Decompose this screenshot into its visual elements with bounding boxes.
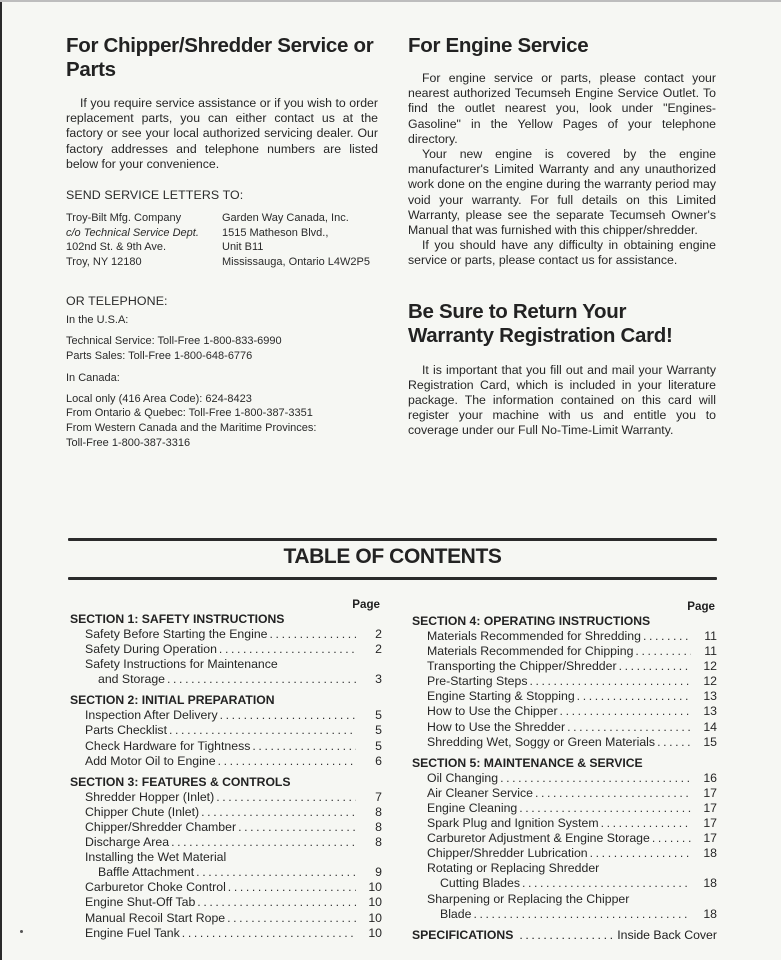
leader-dots (657, 735, 691, 750)
toc-entry-continuation[interactable] (412, 907, 717, 922)
address-line: Mississauga, Ontario L4W2P5 (222, 255, 370, 268)
toc-entry[interactable] (412, 735, 717, 750)
usa-label: In the U.S.A: (66, 314, 129, 327)
leader-dots (567, 720, 691, 735)
toc-section-heading[interactable]: SECTION 1: SAFETY INSTRUCTIONS (70, 612, 285, 626)
toc-entry[interactable] (412, 629, 717, 644)
toc-entry-page: 12 (703, 659, 717, 674)
leader-dots (169, 723, 356, 738)
toc-entry[interactable] (70, 642, 382, 657)
toc-entry-page: 9 (375, 865, 382, 880)
phone-line: From Ontario & Quebec: Toll-Free 1-800-387-3351 (66, 407, 313, 420)
toc-entry-page: 17 (703, 785, 717, 800)
toc-entry-page: 2 (375, 627, 382, 641)
toc-entry[interactable] (412, 720, 717, 735)
toc-entry-label: Sharpening or Replacing the Chipper (427, 891, 630, 906)
leader-dots (577, 689, 691, 704)
page-column-header: Page (352, 598, 380, 611)
leader-dots (252, 739, 356, 754)
toc-entry[interactable] (412, 861, 717, 876)
toc-entry-page: 3 (375, 672, 382, 687)
toc-entry-label: How to Use the Chipper (427, 704, 558, 719)
address-line: 1515 Matheson Blvd., (222, 226, 329, 239)
leader-dots (535, 786, 691, 801)
toc-entry-page: 10 (368, 925, 382, 940)
toc-entry-label: Add Motor Oil to Engine (85, 753, 216, 768)
leader-dots (218, 754, 356, 769)
toc-entry-label: Installing the Wet Material (85, 850, 227, 865)
toc-entry-page: 5 (375, 738, 382, 753)
chipper-service-paragraph: If you require service assistance or if you wish to order replacement parts, you can either contact us at the factory or see your local authorized servicing dealer. Our factory addresses and telephone numbers are listed below for your convenience. (66, 96, 378, 171)
leader-dots (652, 831, 691, 846)
toc-entry-page: 18 (703, 846, 717, 861)
leader-dots (171, 835, 356, 850)
leader-dots (519, 801, 691, 816)
toc-entry-page: 17 (703, 816, 717, 831)
scan-speck (20, 930, 23, 933)
leader-dots (270, 627, 356, 642)
toc-entry-label: Chipper/Shredder Lubrication (427, 846, 588, 861)
toc-entry-continuation[interactable] (70, 672, 382, 687)
toc-entry-label: Carburetor Adjustment & Engine Storage (427, 831, 650, 846)
toc-entry-continuation[interactable] (70, 865, 382, 880)
toc-entry-page: 13 (703, 704, 717, 719)
toc-entry-page: 12 (703, 674, 717, 689)
toc-entry-page: 2 (375, 642, 382, 657)
toc-entry-label: Engine Shut-Off Tab (85, 895, 196, 910)
toc-entry-page: 18 (703, 906, 717, 921)
engine-service-paragraph-2: Your new engine is covered by the engine manufacturer's Limited Warranty and any unauthorized work done on the engine during the warranty period may void your warranty. For full details on this Limited Warranty, please see the separate Tecumseh Owner's Manual that was furnished with this chipper/shredder. (408, 147, 716, 238)
toc-entry[interactable] (412, 801, 717, 816)
toc-entry[interactable] (70, 739, 382, 754)
address-line: 102nd St. & 9th Ave. (66, 241, 167, 254)
toc-entry-label: Oil Changing (427, 770, 499, 785)
toc-entry-label: Shredding Wet, Soggy or Green Materials (427, 734, 656, 749)
toc-entry-label: Manual Recoil Start Rope (85, 910, 226, 925)
leader-dots (227, 911, 356, 926)
toc-entry-page: 17 (703, 831, 717, 846)
toc-entry-label: Chipper/Shredder Chamber (85, 819, 237, 834)
toc-section-heading[interactable]: SECTION 3: FEATURES & CONTROLS (70, 774, 291, 789)
scan-edge-top (0, 0, 781, 2)
leader-dots (519, 928, 613, 943)
toc-entry[interactable] (412, 831, 717, 846)
toc-entry-label: Rotating or Replacing Shredder (427, 861, 600, 876)
toc-entry[interactable] (412, 846, 717, 861)
toc-entry[interactable] (412, 786, 717, 801)
toc-entry-page: 18 (703, 876, 717, 891)
toc-left-column (70, 598, 382, 941)
leader-dots (219, 642, 356, 657)
engine-service-paragraph-3: If you should have any difficulty in obtaining engine service or parts, please contact us for assistance. (408, 238, 716, 268)
toc-entry-page: 5 (375, 708, 382, 723)
leader-dots (619, 659, 691, 674)
engine-service-heading: For Engine Service (408, 34, 589, 57)
toc-entry-label: and Storage (98, 672, 166, 687)
leader-dots (473, 907, 691, 922)
toc-entry-page: 5 (375, 723, 382, 738)
address-line: Troy-Bilt Mfg. Company (66, 212, 182, 225)
toc-entry-label: Shredder Hopper (Inlet) (85, 789, 215, 804)
toc-entry[interactable] (412, 771, 717, 786)
toc-entry-label: Blade (440, 906, 472, 921)
toc-entry-page: 10 (368, 910, 382, 925)
address-line: Garden Way Canada, Inc. (222, 212, 349, 225)
toc-entry-page: 15 (703, 734, 717, 749)
toc-entry-label: Materials Recommended for Shredding (427, 629, 641, 643)
leader-dots (590, 846, 691, 861)
toc-right-column (412, 600, 717, 943)
leader-dots (522, 876, 691, 891)
toc-entry-label: Check Hardware for Tightness (85, 738, 251, 753)
telephone-label: OR TELEPHONE: (66, 294, 168, 309)
toc-entry-label: Cutting Blades (440, 876, 520, 891)
toc-entry-label: Transporting the Chipper/Shredder (427, 659, 617, 674)
toc-entry-label: Air Cleaner Service (427, 785, 533, 800)
toc-entry-label: Discharge Area (85, 835, 170, 850)
leader-dots (601, 816, 691, 831)
toc-entry[interactable] (70, 627, 382, 642)
leader-dots (228, 880, 356, 895)
toc-specifications-page: Inside Back Cover (617, 927, 717, 942)
toc-entry-page: 8 (375, 835, 382, 850)
toc-entry-page: 13 (703, 689, 717, 704)
toc-bottom-rule (68, 577, 717, 580)
toc-entry[interactable] (70, 895, 382, 910)
toc-entry[interactable] (412, 816, 717, 831)
leader-dots (238, 820, 356, 835)
toc-entry[interactable] (70, 723, 382, 738)
toc-entry[interactable] (70, 880, 382, 895)
toc-entry[interactable] (70, 790, 382, 805)
send-letters-label: SEND SERVICE LETTERS TO: (66, 188, 244, 203)
toc-section-heading[interactable]: SECTION 2: INITIAL PREPARATION (70, 693, 275, 708)
phone-line: Technical Service: Toll-Free 1-800-833-6990 (66, 334, 282, 347)
toc-entry[interactable] (412, 892, 717, 907)
address-line: c/o Technical Service Dept. (66, 226, 199, 239)
address-us (66, 211, 222, 269)
toc-entry[interactable] (70, 657, 382, 672)
phone-line: Toll-Free 1-800-387-3316 (66, 436, 191, 449)
toc-entry-label: How to Use the Shredder (427, 719, 566, 734)
toc-entry[interactable] (70, 835, 382, 850)
toc-entry-page: 6 (375, 753, 382, 768)
toc-entry[interactable] (70, 708, 382, 723)
toc-entry-label: Baffle Attachment (98, 865, 195, 880)
toc-entry-label: Carburetor Choke Control (85, 880, 226, 895)
toc-section-heading[interactable]: SECTION 4: OPERATING INSTRUCTIONS (412, 614, 651, 628)
address-canada (222, 211, 378, 269)
toc-entry-continuation[interactable] (412, 876, 717, 891)
canada-label: In Canada: (66, 372, 120, 385)
toc-entry-label: Chipper Chute (Inlet) (85, 804, 200, 819)
leader-dots (560, 704, 691, 719)
toc-entry[interactable] (412, 659, 717, 674)
toc-entry[interactable] (70, 820, 382, 835)
toc-entry-page: 11 (704, 629, 717, 643)
toc-entry[interactable] (70, 850, 382, 865)
toc-entry-label: Safety Before Starting the Engine (85, 627, 268, 641)
toc-top-rule (68, 538, 717, 541)
toc-specifications-entry[interactable] (412, 928, 717, 943)
warranty-heading: Be Sure to Return Your Warranty Registration Card! (408, 299, 673, 347)
toc-entry-page: 7 (375, 789, 382, 804)
phone-line: Parts Sales: Toll-Free 1-800-648-6776 (66, 349, 253, 362)
toc-entry-page: 10 (368, 880, 382, 895)
warranty-paragraph: It is important that you fill out and mail your Warranty Registration Card, which is included in your literature package. The information contained on this card will register your machine with us and entitle you to coverage under our Full No-Time-Limit Warranty. (408, 362, 716, 438)
canada-phone-list (66, 392, 378, 450)
toc-entry-page: 17 (703, 800, 717, 815)
phone-line: Local only (416 Area Code): 624-8423 (66, 392, 252, 405)
leader-dots (220, 708, 356, 723)
toc-entry-label: Pre-Starting Steps (427, 674, 528, 689)
toc-entry[interactable] (412, 704, 717, 719)
toc-entry-page: 16 (703, 770, 717, 785)
leader-dots (635, 644, 691, 659)
toc-entry-page: 8 (375, 804, 382, 819)
toc-entry[interactable] (70, 805, 382, 820)
address-line: Unit B11 (222, 241, 264, 254)
toc-entry-page: 11 (704, 644, 717, 659)
leader-dots (197, 895, 356, 910)
toc-entry[interactable] (412, 689, 717, 704)
leader-dots (182, 926, 356, 941)
leader-dots (529, 674, 691, 689)
toc-entry-page: 8 (375, 819, 382, 834)
leader-dots (196, 865, 356, 880)
leader-dots (201, 805, 356, 820)
toc-title: TABLE OF CONTENTS (283, 545, 502, 568)
leader-dots (167, 672, 356, 687)
toc-entry-label: Safety Instructions for Maintenance (85, 657, 278, 672)
leader-dots (643, 629, 691, 644)
toc-entry[interactable] (70, 926, 382, 941)
toc-specifications-label: SPECIFICATIONS (412, 927, 514, 942)
toc-entry-label: Engine Starting & Stopping (427, 689, 575, 704)
toc-entry-label: Materials Recommended for Chipping (427, 644, 634, 659)
leader-dots (216, 790, 356, 805)
toc-entry-page: 10 (368, 895, 382, 910)
phone-line: From Western Canada and the Maritime Provinces: (66, 421, 317, 434)
engine-service-paragraph-1: For engine service or parts, please contact your nearest authorized Tecumseh Engine Service Outlet. To find the outlet nearest you, look under "Engines-Gasoline" in the Yellow Pages of your telephone directory. (408, 71, 716, 146)
toc-entry[interactable] (70, 911, 382, 926)
usa-phone-list (66, 334, 378, 363)
toc-entry-label: Engine Fuel Tank (85, 925, 180, 940)
address-line: Troy, NY 12180 (66, 255, 142, 268)
toc-entry-label: Safety During Operation (85, 642, 217, 657)
toc-entry-label: Engine Cleaning (427, 800, 518, 815)
chipper-service-heading: For Chipper/Shredder Service or Parts (66, 34, 374, 81)
toc-entry[interactable] (412, 644, 717, 659)
toc-entry-label: Inspection After Delivery (85, 708, 218, 723)
toc-section-heading[interactable]: SECTION 5: MAINTENANCE & SERVICE (412, 755, 643, 770)
toc-entry[interactable] (412, 674, 717, 689)
toc-entry[interactable] (70, 754, 382, 769)
toc-entry-label: Spark Plug and Ignition System (427, 816, 599, 831)
page-column-header: Page (687, 600, 715, 613)
leader-dots (500, 771, 691, 786)
address-block (66, 211, 378, 269)
engine-service-section (408, 34, 716, 439)
toc-entry-page: 14 (703, 719, 717, 734)
chipper-service-section (66, 34, 378, 450)
scan-edge-left (0, 0, 2, 960)
toc-entry-label: Parts Checklist (85, 723, 168, 738)
